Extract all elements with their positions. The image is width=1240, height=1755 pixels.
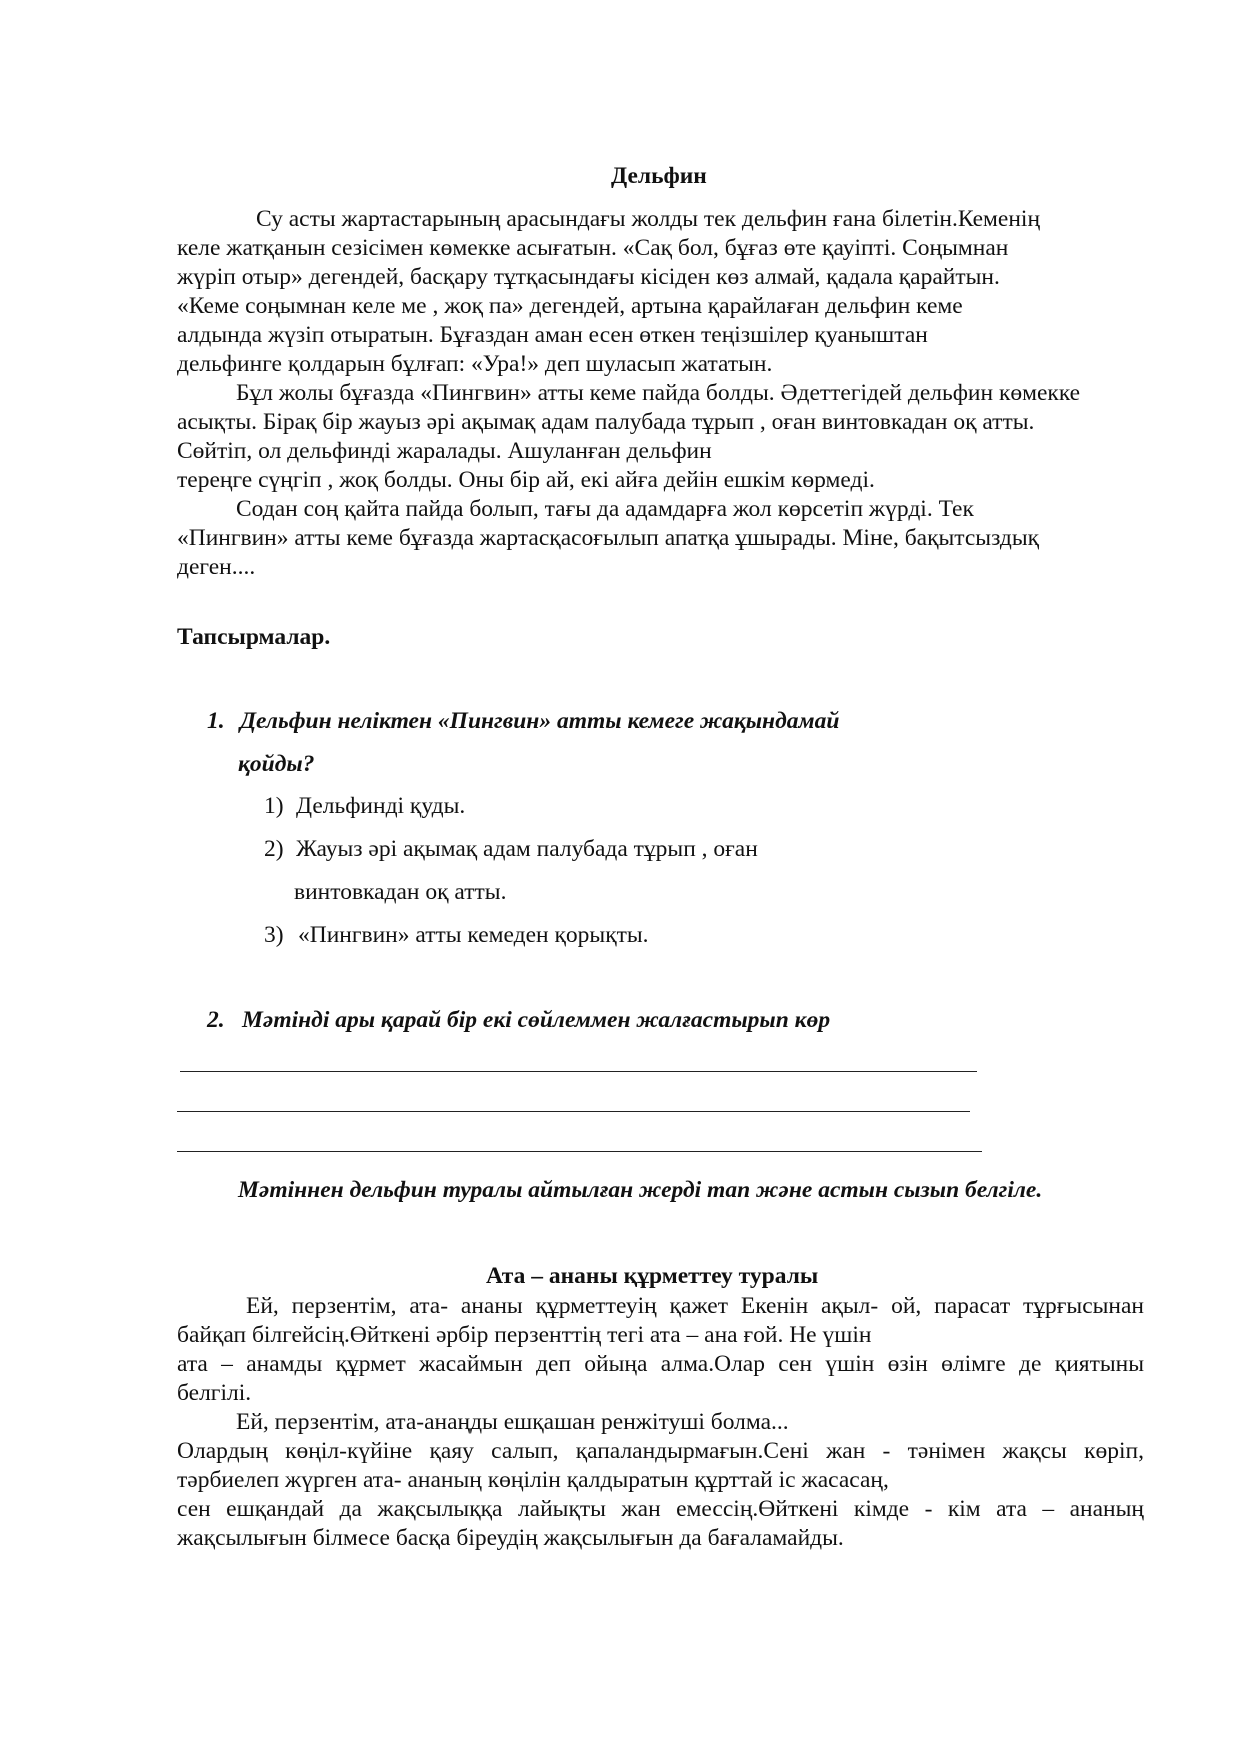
story-line: Олардың көңіл-күйіне қаяу салып, қапаландырмағын.Сені жан - тәнімен жақсы көріп, [177,1438,1144,1464]
answer-line[interactable] [180,1071,977,1072]
story-line: асықты. Бірақ бір жауыз әрі ақымақ адам палубада тұрып , оған винтовкадан оқ атты. [177,409,1035,435]
story-line: Сөйтіп, ол дельфинді жаралады. Ашуланған дельфин [177,438,712,464]
story-line: белгілі. [177,1380,252,1406]
option-text: Жауыз әрі ақымақ адам палубада тұрып , оған [296,836,758,862]
story-title: Ата – ананы құрметтеу туралы [486,1263,819,1289]
question-number: 1. [207,708,225,734]
story-line: Содан соң қайта пайда болып, тағы да адамдарға жол көрсетіп жүрді. Тек [236,496,974,522]
story-line: деген.... [177,554,256,580]
story-line: тереңге сүңгіп , жоқ болды. Оны бір ай, екі айға дейін ешкім көрмеді. [177,467,875,493]
question-2-text: Мәтінді ары қарай бір екі сөйлеммен жалғастырып көр [242,1007,831,1033]
answer-line[interactable] [177,1151,982,1152]
story-line: келе жатқанын сезісімен көмекке асығатын. «Сақ бол, бұғаз өте қауіпті. Соңымнан [177,235,1009,261]
instruction: Мәтіннен дельфин туралы айтылған жерді тап және астын сызып белгіле. [238,1177,1043,1203]
story-line: дельфинге қолдарын бұлғап: «Ура!» деп шуласып жататын. [177,351,773,377]
story-line: сен ешқандай да жақсылыққа лайықты жан емессің.Өйткені кімде - кім ата – ананың [177,1496,1144,1522]
story-line: Су асты жартастарының арасындағы жолды тек дельфин ғана білетін.Кеменің [256,206,1041,232]
story-line: тәрбиелеп жүрген ата- ананың көңілін қалдыратын құрттай іс жасасаң, [177,1467,889,1493]
question-number: 2. [207,1007,225,1033]
tasks-heading: Тапсырмалар. [177,624,331,650]
option-text-cont: винтовкадан оқ атты. [294,879,507,905]
option-number: 1) [264,793,284,819]
story-line: жақсылығын білмесе басқа біреудің жақсылығын да бағаламайды. [177,1525,844,1551]
story-line: ата – анамды құрмет жасаймын деп ойыңа алма.Олар сен үшін өзін өлімге де қиятыны [177,1351,1144,1377]
option-text: «Пингвин» атты кемеден қорықты. [298,922,649,948]
story-line: жүріп отыр» дегендей, басқару тұтқасындағы кісіден көз алмай, қадала қарайтын. [177,264,1000,290]
question-1-text-cont: қойды? [238,751,315,777]
story-line: Ей, перзентім, ата-анаңды ешқашан ренжітуші болма... [236,1409,789,1435]
story-title: Дельфин [611,163,707,189]
story-line: Бұл жолы бұғазда «Пингвин» атты кеме пайда болды. Әдеттегідей дельфин көмекке [236,380,1081,406]
story-line: алдында жүзіп отыратын. Бұғаздан аман есен өткен теңізшілер қуаныштан [177,322,928,348]
story-line: «Пингвин» атты кеме бұғазда жартасқасоғылып апатқа ұшырады. Міне, бақытсыздық [177,525,1040,551]
story-line: Ей, перзентім, ата- ананы құрметтеуің қажет Екенін ақыл- ой, парасат тұрғысынан [246,1293,1144,1319]
question-1-text: Дельфин неліктен «Пингвин» атты кемеге жақындамай [240,708,840,734]
story-line: «Кеме соңымнан келе ме , жоқ па» дегендей, артына қарайлаған дельфин кеме [177,293,963,319]
option-number: 2) [264,836,284,862]
option-text: Дельфинді қуды. [296,793,466,819]
option-number: 3) [264,922,284,948]
story-line: байқап білгейсің.Өйткені әрбір перзенттің тегі ата – ана ғой. Не үшін [177,1322,872,1348]
answer-line[interactable] [177,1111,970,1112]
